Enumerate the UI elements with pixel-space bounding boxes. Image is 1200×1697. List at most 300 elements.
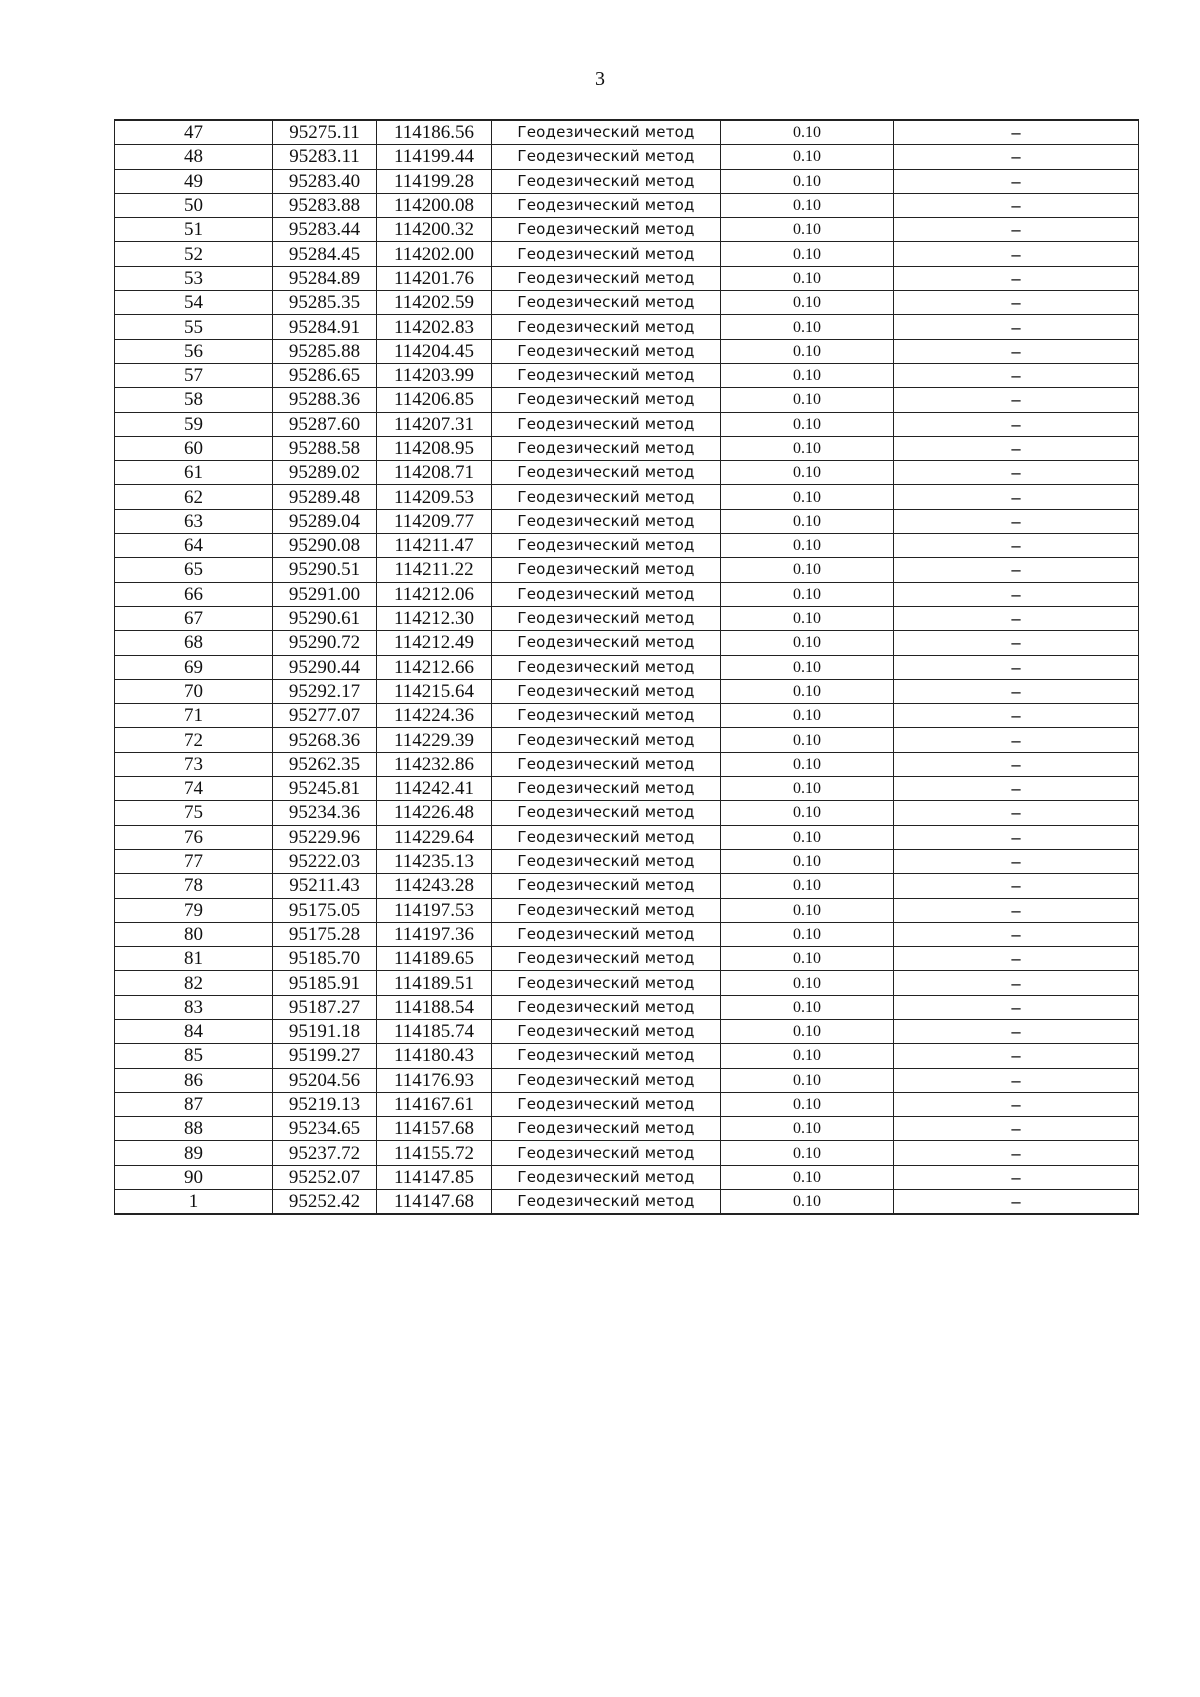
point-number-cell: 78 — [115, 874, 273, 898]
x-coordinate-cell: 95291.00 — [273, 582, 377, 606]
accuracy-cell: 0.10 — [721, 995, 894, 1019]
table-row — [115, 898, 1139, 922]
y-coordinate-cell: 114229.39 — [377, 728, 492, 752]
method-cell: Геодезический метод — [492, 971, 721, 995]
point-number-cell: 85 — [115, 1044, 273, 1068]
method-cell: Геодезический метод — [492, 534, 721, 558]
table-row — [115, 728, 1139, 752]
note-cell: – — [894, 825, 1139, 849]
accuracy-cell: 0.10 — [721, 169, 894, 193]
accuracy-cell: 0.10 — [721, 242, 894, 266]
y-coordinate-cell: 114186.56 — [377, 120, 492, 145]
method-cell: Геодезический метод — [492, 193, 721, 217]
y-coordinate-cell: 114189.51 — [377, 971, 492, 995]
table-row — [115, 679, 1139, 703]
x-coordinate-cell: 95290.61 — [273, 606, 377, 630]
method-cell: Геодезический метод — [492, 947, 721, 971]
y-coordinate-cell: 114209.53 — [377, 485, 492, 509]
method-cell: Геодезический метод — [492, 1141, 721, 1165]
table-row — [115, 120, 1139, 145]
y-coordinate-cell: 114197.36 — [377, 922, 492, 946]
point-number-cell: 71 — [115, 704, 273, 728]
accuracy-cell: 0.10 — [721, 193, 894, 217]
note-cell: – — [894, 193, 1139, 217]
accuracy-cell: 0.10 — [721, 315, 894, 339]
point-number-cell: 61 — [115, 461, 273, 485]
accuracy-cell: 0.10 — [721, 898, 894, 922]
note-cell: – — [894, 1165, 1139, 1189]
point-number-cell: 56 — [115, 339, 273, 363]
x-coordinate-cell: 95290.72 — [273, 631, 377, 655]
x-coordinate-cell: 95237.72 — [273, 1141, 377, 1165]
point-number-cell: 76 — [115, 825, 273, 849]
accuracy-cell: 0.10 — [721, 825, 894, 849]
note-cell: – — [894, 266, 1139, 290]
point-number-cell: 1 — [115, 1190, 273, 1215]
x-coordinate-cell: 95284.91 — [273, 315, 377, 339]
x-coordinate-cell: 95287.60 — [273, 412, 377, 436]
y-coordinate-cell: 114209.77 — [377, 509, 492, 533]
table-row — [115, 849, 1139, 873]
method-cell: Геодезический метод — [492, 412, 721, 436]
method-cell: Геодезический метод — [492, 1092, 721, 1116]
x-coordinate-cell: 95229.96 — [273, 825, 377, 849]
table-row — [115, 777, 1139, 801]
x-coordinate-cell: 95277.07 — [273, 704, 377, 728]
table-row — [115, 266, 1139, 290]
note-cell: – — [894, 1092, 1139, 1116]
point-number-cell: 89 — [115, 1141, 273, 1165]
note-cell: – — [894, 291, 1139, 315]
table-row — [115, 436, 1139, 460]
x-coordinate-cell: 95187.27 — [273, 995, 377, 1019]
note-cell: – — [894, 218, 1139, 242]
x-coordinate-cell: 95288.58 — [273, 436, 377, 460]
note-cell: – — [894, 777, 1139, 801]
method-cell: Геодезический метод — [492, 145, 721, 169]
note-cell: – — [894, 898, 1139, 922]
method-cell: Геодезический метод — [492, 1165, 721, 1189]
method-cell: Геодезический метод — [492, 679, 721, 703]
method-cell: Геодезический метод — [492, 1117, 721, 1141]
point-number-cell: 52 — [115, 242, 273, 266]
point-number-cell: 65 — [115, 558, 273, 582]
accuracy-cell: 0.10 — [721, 291, 894, 315]
coordinates-table-body — [115, 120, 1139, 1214]
accuracy-cell: 0.10 — [721, 631, 894, 655]
table-row — [115, 1092, 1139, 1116]
accuracy-cell: 0.10 — [721, 1068, 894, 1092]
y-coordinate-cell: 114243.28 — [377, 874, 492, 898]
accuracy-cell: 0.10 — [721, 363, 894, 387]
table-row — [115, 558, 1139, 582]
x-coordinate-cell: 95268.36 — [273, 728, 377, 752]
note-cell: – — [894, 655, 1139, 679]
page-number: 3 — [595, 68, 605, 90]
method-cell: Геодезический метод — [492, 218, 721, 242]
accuracy-cell: 0.10 — [721, 1117, 894, 1141]
x-coordinate-cell: 95289.02 — [273, 461, 377, 485]
accuracy-cell: 0.10 — [721, 412, 894, 436]
y-coordinate-cell: 114202.83 — [377, 315, 492, 339]
method-cell: Геодезический метод — [492, 655, 721, 679]
note-cell: – — [894, 582, 1139, 606]
y-coordinate-cell: 114155.72 — [377, 1141, 492, 1165]
note-cell: – — [894, 1141, 1139, 1165]
y-coordinate-cell: 114147.85 — [377, 1165, 492, 1189]
method-cell: Геодезический метод — [492, 704, 721, 728]
x-coordinate-cell: 95211.43 — [273, 874, 377, 898]
method-cell: Геодезический метод — [492, 1068, 721, 1092]
note-cell: – — [894, 534, 1139, 558]
y-coordinate-cell: 114229.64 — [377, 825, 492, 849]
note-cell: – — [894, 509, 1139, 533]
method-cell: Геодезический метод — [492, 509, 721, 533]
table-row — [115, 485, 1139, 509]
note-cell: – — [894, 461, 1139, 485]
note-cell: – — [894, 242, 1139, 266]
y-coordinate-cell: 114201.76 — [377, 266, 492, 290]
method-cell: Геодезический метод — [492, 339, 721, 363]
x-coordinate-cell: 95289.04 — [273, 509, 377, 533]
x-coordinate-cell: 95292.17 — [273, 679, 377, 703]
table-row — [115, 339, 1139, 363]
y-coordinate-cell: 114206.85 — [377, 388, 492, 412]
y-coordinate-cell: 114232.86 — [377, 752, 492, 776]
table-row — [115, 631, 1139, 655]
point-number-cell: 86 — [115, 1068, 273, 1092]
table-row — [115, 606, 1139, 630]
point-number-cell: 67 — [115, 606, 273, 630]
accuracy-cell: 0.10 — [721, 1190, 894, 1215]
y-coordinate-cell: 114242.41 — [377, 777, 492, 801]
method-cell: Геодезический метод — [492, 777, 721, 801]
method-cell: Геодезический метод — [492, 485, 721, 509]
y-coordinate-cell: 114180.43 — [377, 1044, 492, 1068]
note-cell: – — [894, 922, 1139, 946]
accuracy-cell: 0.10 — [721, 461, 894, 485]
table-row — [115, 995, 1139, 1019]
x-coordinate-cell: 95285.88 — [273, 339, 377, 363]
y-coordinate-cell: 114188.54 — [377, 995, 492, 1019]
y-coordinate-cell: 114157.68 — [377, 1117, 492, 1141]
x-coordinate-cell: 95290.51 — [273, 558, 377, 582]
note-cell: – — [894, 1068, 1139, 1092]
x-coordinate-cell: 95252.42 — [273, 1190, 377, 1215]
x-coordinate-cell: 95175.05 — [273, 898, 377, 922]
x-coordinate-cell: 95285.35 — [273, 291, 377, 315]
point-number-cell: 50 — [115, 193, 273, 217]
method-cell: Геодезический метод — [492, 582, 721, 606]
note-cell: – — [894, 412, 1139, 436]
accuracy-cell: 0.10 — [721, 1141, 894, 1165]
x-coordinate-cell: 95283.88 — [273, 193, 377, 217]
table-row — [115, 655, 1139, 679]
x-coordinate-cell: 95283.40 — [273, 169, 377, 193]
x-coordinate-cell: 95222.03 — [273, 849, 377, 873]
y-coordinate-cell: 114212.30 — [377, 606, 492, 630]
point-number-cell: 66 — [115, 582, 273, 606]
table-row — [115, 1165, 1139, 1189]
y-coordinate-cell: 114199.28 — [377, 169, 492, 193]
table-row — [115, 971, 1139, 995]
table-row — [115, 801, 1139, 825]
accuracy-cell: 0.10 — [721, 874, 894, 898]
point-number-cell: 90 — [115, 1165, 273, 1189]
table-row — [115, 145, 1139, 169]
table-row — [115, 242, 1139, 266]
note-cell: – — [894, 1044, 1139, 1068]
note-cell: – — [894, 145, 1139, 169]
x-coordinate-cell: 95234.36 — [273, 801, 377, 825]
y-coordinate-cell: 114215.64 — [377, 679, 492, 703]
note-cell: – — [894, 728, 1139, 752]
y-coordinate-cell: 114204.45 — [377, 339, 492, 363]
y-coordinate-cell: 114224.36 — [377, 704, 492, 728]
accuracy-cell: 0.10 — [721, 1019, 894, 1043]
method-cell: Геодезический метод — [492, 120, 721, 145]
y-coordinate-cell: 114211.22 — [377, 558, 492, 582]
x-coordinate-cell: 95204.56 — [273, 1068, 377, 1092]
y-coordinate-cell: 114147.68 — [377, 1190, 492, 1215]
method-cell: Геодезический метод — [492, 631, 721, 655]
point-number-cell: 88 — [115, 1117, 273, 1141]
accuracy-cell: 0.10 — [721, 947, 894, 971]
note-cell: – — [894, 971, 1139, 995]
table-row — [115, 874, 1139, 898]
note-cell: – — [894, 752, 1139, 776]
accuracy-cell: 0.10 — [721, 704, 894, 728]
point-number-cell: 77 — [115, 849, 273, 873]
note-cell: – — [894, 679, 1139, 703]
table-row — [115, 388, 1139, 412]
y-coordinate-cell: 114199.44 — [377, 145, 492, 169]
accuracy-cell: 0.10 — [721, 849, 894, 873]
x-coordinate-cell: 95275.11 — [273, 120, 377, 145]
y-coordinate-cell: 114235.13 — [377, 849, 492, 873]
accuracy-cell: 0.10 — [721, 582, 894, 606]
note-cell: – — [894, 947, 1139, 971]
accuracy-cell: 0.10 — [721, 218, 894, 242]
table-row — [115, 1068, 1139, 1092]
point-number-cell: 75 — [115, 801, 273, 825]
y-coordinate-cell: 114202.59 — [377, 291, 492, 315]
point-number-cell: 81 — [115, 947, 273, 971]
x-coordinate-cell: 95185.70 — [273, 947, 377, 971]
accuracy-cell: 0.10 — [721, 971, 894, 995]
point-number-cell: 83 — [115, 995, 273, 1019]
method-cell: Геодезический метод — [492, 874, 721, 898]
method-cell: Геодезический метод — [492, 436, 721, 460]
method-cell: Геодезический метод — [492, 1044, 721, 1068]
note-cell: – — [894, 436, 1139, 460]
accuracy-cell: 0.10 — [721, 339, 894, 363]
x-coordinate-cell: 95199.27 — [273, 1044, 377, 1068]
accuracy-cell: 0.10 — [721, 606, 894, 630]
method-cell: Геодезический метод — [492, 825, 721, 849]
note-cell: – — [894, 606, 1139, 630]
note-cell: – — [894, 1117, 1139, 1141]
y-coordinate-cell: 114212.66 — [377, 655, 492, 679]
table-row — [115, 291, 1139, 315]
coordinates-table — [114, 119, 1139, 1215]
accuracy-cell: 0.10 — [721, 145, 894, 169]
x-coordinate-cell: 95262.35 — [273, 752, 377, 776]
y-coordinate-cell: 114202.00 — [377, 242, 492, 266]
note-cell: – — [894, 363, 1139, 387]
note-cell: – — [894, 558, 1139, 582]
accuracy-cell: 0.10 — [721, 534, 894, 558]
point-number-cell: 82 — [115, 971, 273, 995]
method-cell: Геодезический метод — [492, 898, 721, 922]
method-cell: Геодезический метод — [492, 363, 721, 387]
table-row — [115, 752, 1139, 776]
y-coordinate-cell: 114200.32 — [377, 218, 492, 242]
accuracy-cell: 0.10 — [721, 1044, 894, 1068]
note-cell: – — [894, 874, 1139, 898]
accuracy-cell: 0.10 — [721, 120, 894, 145]
y-coordinate-cell: 114189.65 — [377, 947, 492, 971]
x-coordinate-cell: 95283.11 — [273, 145, 377, 169]
x-coordinate-cell: 95175.28 — [273, 922, 377, 946]
method-cell: Геодезический метод — [492, 606, 721, 630]
note-cell: – — [894, 1190, 1139, 1215]
table-row — [115, 825, 1139, 849]
y-coordinate-cell: 114212.06 — [377, 582, 492, 606]
method-cell: Геодезический метод — [492, 461, 721, 485]
note-cell: – — [894, 1019, 1139, 1043]
note-cell: – — [894, 315, 1139, 339]
x-coordinate-cell: 95290.08 — [273, 534, 377, 558]
y-coordinate-cell: 114197.53 — [377, 898, 492, 922]
point-number-cell: 53 — [115, 266, 273, 290]
x-coordinate-cell: 95289.48 — [273, 485, 377, 509]
table-row — [115, 193, 1139, 217]
method-cell: Геодезический метод — [492, 169, 721, 193]
point-number-cell: 54 — [115, 291, 273, 315]
accuracy-cell: 0.10 — [721, 266, 894, 290]
accuracy-cell: 0.10 — [721, 509, 894, 533]
note-cell: – — [894, 801, 1139, 825]
note-cell: – — [894, 120, 1139, 145]
x-coordinate-cell: 95219.13 — [273, 1092, 377, 1116]
method-cell: Геодезический метод — [492, 801, 721, 825]
point-number-cell: 87 — [115, 1092, 273, 1116]
method-cell: Геодезический метод — [492, 752, 721, 776]
accuracy-cell: 0.10 — [721, 485, 894, 509]
method-cell: Геодезический метод — [492, 266, 721, 290]
method-cell: Геодезический метод — [492, 1190, 721, 1215]
point-number-cell: 51 — [115, 218, 273, 242]
table-row — [115, 169, 1139, 193]
table-row — [115, 1117, 1139, 1141]
method-cell: Геодезический метод — [492, 242, 721, 266]
table-row — [115, 704, 1139, 728]
table-row — [115, 1141, 1139, 1165]
accuracy-cell: 0.10 — [721, 436, 894, 460]
point-number-cell: 64 — [115, 534, 273, 558]
point-number-cell: 79 — [115, 898, 273, 922]
point-number-cell: 68 — [115, 631, 273, 655]
point-number-cell: 60 — [115, 436, 273, 460]
table-row — [115, 922, 1139, 946]
y-coordinate-cell: 114167.61 — [377, 1092, 492, 1116]
y-coordinate-cell: 114226.48 — [377, 801, 492, 825]
table-row — [115, 534, 1139, 558]
point-number-cell: 59 — [115, 412, 273, 436]
method-cell: Геодезический метод — [492, 315, 721, 339]
x-coordinate-cell: 95185.91 — [273, 971, 377, 995]
method-cell: Геодезический метод — [492, 995, 721, 1019]
note-cell: – — [894, 339, 1139, 363]
point-number-cell: 80 — [115, 922, 273, 946]
table-row — [115, 1190, 1139, 1215]
point-number-cell: 55 — [115, 315, 273, 339]
method-cell: Геодезический метод — [492, 291, 721, 315]
table-row — [115, 461, 1139, 485]
table-row — [115, 1044, 1139, 1068]
note-cell: – — [894, 388, 1139, 412]
y-coordinate-cell: 114185.74 — [377, 1019, 492, 1043]
x-coordinate-cell: 95234.65 — [273, 1117, 377, 1141]
method-cell: Геодезический метод — [492, 1019, 721, 1043]
table-row — [115, 218, 1139, 242]
y-coordinate-cell: 114207.31 — [377, 412, 492, 436]
method-cell: Геодезический метод — [492, 849, 721, 873]
x-coordinate-cell: 95284.89 — [273, 266, 377, 290]
accuracy-cell: 0.10 — [721, 558, 894, 582]
accuracy-cell: 0.10 — [721, 1165, 894, 1189]
y-coordinate-cell: 114208.71 — [377, 461, 492, 485]
table-row — [115, 1019, 1139, 1043]
note-cell: – — [894, 704, 1139, 728]
point-number-cell: 47 — [115, 120, 273, 145]
x-coordinate-cell: 95288.36 — [273, 388, 377, 412]
y-coordinate-cell: 114200.08 — [377, 193, 492, 217]
table-row — [115, 315, 1139, 339]
y-coordinate-cell: 114203.99 — [377, 363, 492, 387]
table-row — [115, 412, 1139, 436]
x-coordinate-cell: 95283.44 — [273, 218, 377, 242]
note-cell: – — [894, 849, 1139, 873]
table-row — [115, 947, 1139, 971]
point-number-cell: 84 — [115, 1019, 273, 1043]
method-cell: Геодезический метод — [492, 558, 721, 582]
x-coordinate-cell: 95286.65 — [273, 363, 377, 387]
point-number-cell: 73 — [115, 752, 273, 776]
method-cell: Геодезический метод — [492, 728, 721, 752]
note-cell: – — [894, 631, 1139, 655]
accuracy-cell: 0.10 — [721, 922, 894, 946]
point-number-cell: 62 — [115, 485, 273, 509]
x-coordinate-cell: 95191.18 — [273, 1019, 377, 1043]
method-cell: Геодезический метод — [492, 388, 721, 412]
point-number-cell: 57 — [115, 363, 273, 387]
y-coordinate-cell: 114208.95 — [377, 436, 492, 460]
point-number-cell: 70 — [115, 679, 273, 703]
note-cell: – — [894, 995, 1139, 1019]
accuracy-cell: 0.10 — [721, 801, 894, 825]
accuracy-cell: 0.10 — [721, 752, 894, 776]
table-row — [115, 509, 1139, 533]
point-number-cell: 49 — [115, 169, 273, 193]
method-cell: Геодезический метод — [492, 922, 721, 946]
accuracy-cell: 0.10 — [721, 1092, 894, 1116]
point-number-cell: 58 — [115, 388, 273, 412]
x-coordinate-cell: 95290.44 — [273, 655, 377, 679]
accuracy-cell: 0.10 — [721, 388, 894, 412]
accuracy-cell: 0.10 — [721, 655, 894, 679]
